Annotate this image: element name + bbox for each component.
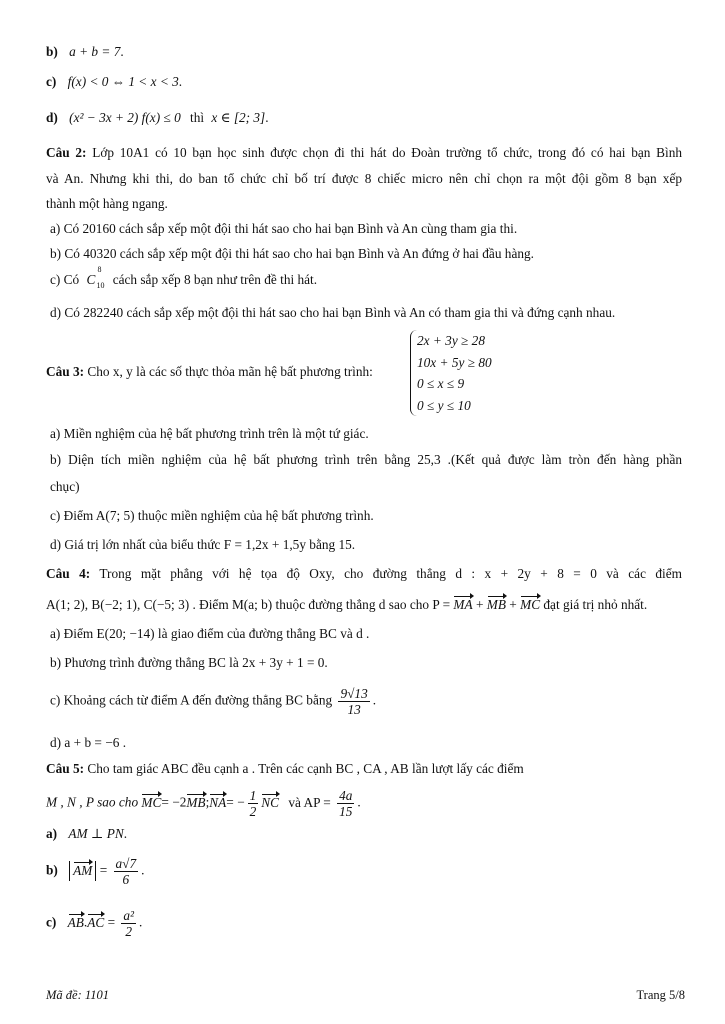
inequality: 0 ≤ y ≤ 10	[417, 397, 471, 413]
option-a: a) Có 20160 cách sắp xếp một đội thi hát sao cho hai bạn Bình và An cùng tham gia thi.	[50, 221, 518, 236]
option-label: c)	[46, 914, 57, 930]
plus-sign: +	[509, 597, 517, 612]
question-text: Trong mặt phẳng với hệ tọa độ Oxy, cho đường thẳng d : x + 2y + 8 = 0 và các điểm	[99, 566, 682, 581]
numerator: 4a	[339, 788, 353, 803]
q2-line1	[46, 145, 682, 161]
question-label: Câu 4:	[46, 566, 91, 581]
math-expr: f(x) < 0 ⇔ 1 < x < 3	[67, 74, 179, 89]
vector-ab: AB	[67, 914, 84, 930]
q5-line1	[46, 761, 524, 777]
fraction-half	[248, 788, 259, 819]
inequality: 0 ≤ x ≤ 9	[417, 376, 465, 391]
numerator: a²	[123, 908, 135, 923]
math-op: =	[99, 862, 108, 878]
question-label: Câu 3:	[46, 364, 85, 379]
question-text: M , N , P sao cho	[46, 794, 139, 810]
math-expr: a + b = 7	[69, 44, 121, 59]
option-label: c)	[46, 74, 57, 89]
text: cách sắp xếp 8 bạn như trên đề thi hát.	[112, 272, 318, 287]
denominator: 2	[125, 924, 133, 939]
vector-nc: NC	[261, 794, 279, 810]
option-a: a) Điểm E(20; −14) là giao điểm của đường thẳng BC và d .	[50, 626, 370, 641]
text: c) Khoảng cách từ điểm A đến đường thẳng BC bằng	[50, 692, 333, 708]
option-label: a)	[46, 826, 58, 841]
question-text: đạt giá trị nhỏ nhất.	[543, 597, 648, 612]
abs-value	[69, 861, 96, 881]
prev-c: c) f(x) < 0 ⇔ 1 < x < 3.	[46, 74, 183, 89]
question-label: Câu 2:	[46, 145, 87, 160]
vector-na: NA	[209, 794, 227, 810]
math-op: = −	[226, 794, 245, 810]
question-text: và An. Nhưng khi thi, do ban tổ chức chỉ bố trí được 8 chiếc micro nên chỉ chọn ra một đội gồm 8 bạn xếp	[46, 171, 682, 186]
numerator: 1	[249, 788, 257, 803]
comb-sub: 10	[96, 281, 105, 290]
denominator: 6	[122, 872, 130, 887]
option-b-cont: chục)	[50, 479, 80, 494]
vector-mc: MC	[141, 794, 162, 810]
vector-ma: MA	[453, 597, 473, 612]
option-c: c) Điểm A(7; 5) thuộc miền nghiệm của hệ bất phương trình.	[50, 508, 374, 523]
q5-line2: M , N , P sao cho MC= −2MB;NA= − $\frac{1}{2}$ NC và AP = $\frac{4a}{15}$ .	[46, 788, 361, 819]
vector-ac: AC	[87, 914, 105, 930]
comb-symbol: C	[86, 272, 96, 287]
option-label: b)	[46, 44, 58, 59]
option-d: d) Giá trị lớn nhất của biểu thức F = 1,2x + 1,5y bằng 15.	[50, 537, 356, 552]
q5-option-a: a) AM ⊥ PN.	[46, 826, 128, 841]
math-expr: x ∈ [2; 3]	[211, 110, 266, 125]
text: c) Có	[50, 272, 80, 287]
q4-line2	[46, 597, 647, 613]
denominator: 15	[339, 804, 353, 819]
vector-am: AM	[73, 862, 93, 878]
vector-mc: MC	[520, 597, 541, 612]
comb-sup: 8	[97, 265, 102, 274]
question-text: Cho tam giác ABC đều cạnh a . Trên các cạnh BC , CA , AB lần lượt lấy các điểm	[87, 761, 524, 776]
option-d: d) Có 282240 cách sắp xếp một đội thi hát sao cho hai bạn Bình và An có tham gia thi và đứng cạnh nhau.	[50, 305, 616, 320]
plus-sign: +	[475, 597, 484, 612]
math-expr: AM ⊥ PN	[68, 826, 124, 841]
text: thì	[190, 110, 205, 125]
numerator: 9√13	[340, 686, 368, 701]
question-text: thành một hàng ngang.	[46, 196, 168, 211]
question-text: Lớp 10A1 có 10 bạn học sinh được chọn đi thi hát do Đoàn trường tổ chức, trong đó có hai bạn Bình	[92, 145, 683, 160]
option-b: b) Có 40320 cách sắp xếp một đội thi hát sao cho hai bạn Bình và An đứng ở hai đầu hàng.	[50, 246, 534, 261]
exam-code: Mã đề: 1101	[46, 988, 109, 1002]
fraction	[121, 908, 136, 939]
text: và AP =	[288, 794, 331, 810]
denominator: 2	[249, 804, 257, 819]
inequality-system	[410, 330, 492, 416]
question-label: Câu 5:	[46, 761, 85, 776]
option-a: a) Miền nghiệm của hệ bất phương trình trên là một tứ giác.	[50, 426, 369, 441]
math-expr: (x² − 3x + 2) f(x) ≤ 0	[69, 110, 181, 125]
q5-option-c: c) AB.AC = $\frac{\text{a²}}{2}$ .	[46, 908, 143, 939]
math-op: =	[107, 914, 116, 930]
inequality: 10x + 5y ≥ 80	[417, 354, 492, 370]
option-b: b) Diện tích miền nghiệm của hệ bất phương trình trên bằng 25,3 .(Kết quả được làm tròn đến hàng phần	[50, 452, 682, 467]
option-d: d) a + b = −6 .	[50, 735, 127, 750]
fraction-ap	[337, 788, 354, 819]
option-label: b)	[46, 862, 58, 878]
question-text: A(1; 2), B(−2; 1), C(−5; 3) . Điểm M(a; b) thuộc đường thẳng d sao cho P =	[46, 597, 451, 612]
option-label: d)	[46, 110, 58, 125]
denominator: 13	[347, 702, 361, 717]
page-number: Trang 5/8	[636, 988, 685, 1002]
math-op: ;	[205, 794, 210, 810]
prev-b: b) a + b = 7.	[46, 44, 124, 59]
numerator: a√7	[115, 856, 137, 871]
vector-mb: MB	[186, 794, 206, 810]
math-op: = −2	[161, 794, 187, 810]
combination	[86, 265, 105, 290]
q5-option-b: b) AM = $\frac{a√7}{6}$ .	[46, 856, 145, 887]
q3-line1	[46, 364, 373, 380]
math-op: .	[83, 914, 88, 930]
inequality: 2x + 3y ≥ 28	[417, 333, 485, 348]
prev-d: d) (x² − 3x + 2) f(x) ≤ 0 thì x ∈ [2; 3].	[46, 110, 269, 125]
fraction	[114, 856, 139, 887]
option-c: c) Khoảng cách từ điểm A đến đường thẳng BC bằng $\frac{9√13}{13}$ .	[50, 686, 377, 717]
option-b: b) Phương trình đường thẳng BC là 2x + 3y + 1 = 0.	[50, 655, 328, 670]
q4-line1	[46, 566, 682, 582]
fraction	[338, 686, 369, 717]
option-c	[50, 265, 318, 290]
question-text: Cho x, y là các số thực thỏa mãn hệ bất phương trình:	[87, 364, 373, 379]
vector-mb: MB	[486, 597, 506, 612]
